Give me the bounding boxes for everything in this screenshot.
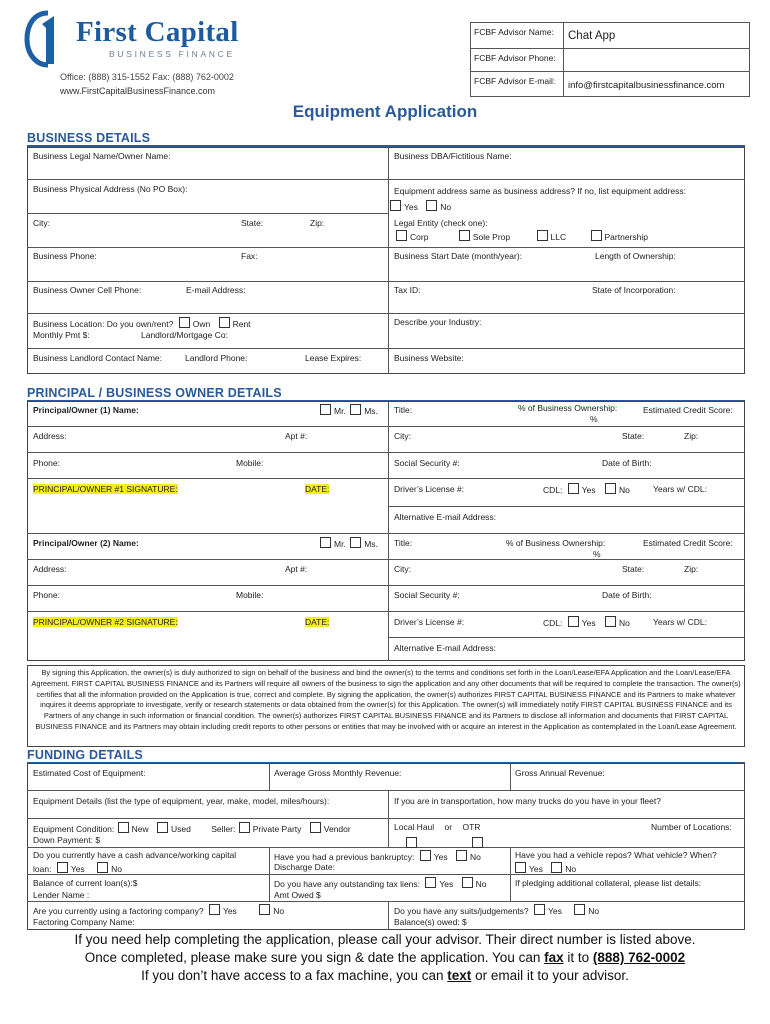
footer-text: or email it to your advisor. bbox=[471, 968, 629, 983]
divider bbox=[27, 874, 745, 875]
divider bbox=[388, 401, 389, 661]
equipment-details-field[interactable]: Equipment Details (list the type of equipment, year, make, model, miles/hours): bbox=[33, 796, 330, 806]
percent-sign: % bbox=[593, 549, 601, 559]
cdl-no-checkbox[interactable] bbox=[605, 616, 616, 627]
private-party-checkbox[interactable] bbox=[239, 822, 250, 833]
label: CDL: bbox=[543, 618, 563, 628]
bankruptcy-yes-checkbox[interactable] bbox=[420, 850, 431, 861]
advisor-box bbox=[470, 22, 750, 97]
advisor-name-field[interactable]: Chat App bbox=[568, 30, 616, 42]
label: Yes bbox=[222, 906, 237, 916]
landlord-co-field[interactable]: Landlord/Mortgage Co: bbox=[141, 330, 228, 340]
owner1-apt-field[interactable]: Apt #: bbox=[285, 431, 308, 441]
label: CDL: bbox=[543, 485, 563, 495]
state-field[interactable]: State: bbox=[241, 218, 264, 228]
lender-name-field[interactable]: Lender Name : bbox=[33, 890, 90, 900]
divider bbox=[388, 506, 745, 507]
label: Yes bbox=[548, 906, 562, 916]
logo-mark-icon bbox=[24, 10, 72, 68]
fleet-size-field[interactable]: If you are in transportation, how many trucks do you have in your fleet? bbox=[394, 796, 661, 806]
owner2-ssn-field[interactable]: Social Security #: bbox=[394, 590, 460, 600]
ms-checkbox[interactable] bbox=[350, 404, 361, 415]
divider bbox=[388, 637, 745, 638]
owner2-cdl-row bbox=[543, 616, 630, 628]
suits-no-checkbox[interactable] bbox=[574, 904, 585, 915]
label: OTR bbox=[462, 822, 481, 832]
divider bbox=[27, 348, 745, 349]
business-phone-field[interactable]: Business Phone: bbox=[33, 251, 97, 261]
logo bbox=[24, 10, 284, 70]
owner1-signature-field[interactable]: PRINCIPAL/OWNER #1 SIGNATURE: bbox=[33, 484, 178, 494]
label: Seller: bbox=[211, 824, 236, 834]
loan-balance-field[interactable]: Balance of current loan(s):$ bbox=[33, 878, 138, 888]
landlord-contact-field[interactable]: Business Landlord Contact Name: bbox=[33, 353, 162, 363]
logo-title: First Capital bbox=[76, 16, 239, 48]
label: Partnership bbox=[604, 232, 648, 242]
divider bbox=[510, 763, 511, 790]
owner2-name-field[interactable]: Principal/Owner (2) Name: bbox=[33, 538, 139, 548]
office-contact: Office: (888) 315-1552 Fax: (888) 762-0002 bbox=[60, 72, 234, 82]
suits-yes-checkbox[interactable] bbox=[534, 904, 545, 915]
label: Own bbox=[192, 319, 211, 329]
owner1-years-cdl-field[interactable]: Years w/ CDL: bbox=[653, 484, 708, 494]
legal-entity-label: Legal Entity (check one): bbox=[394, 218, 488, 228]
equip-no-checkbox[interactable] bbox=[426, 200, 437, 211]
industry-field[interactable]: Describe your Industry: bbox=[394, 317, 482, 327]
footer-line-3 bbox=[0, 968, 770, 983]
logo-subtitle: BUSINESS FINANCE bbox=[109, 49, 235, 59]
label: Yes bbox=[581, 618, 596, 628]
divider bbox=[388, 901, 389, 930]
owner1-cdl-row bbox=[543, 483, 630, 495]
factoring-no-checkbox[interactable] bbox=[259, 904, 270, 915]
business-website-field[interactable]: Business Website: bbox=[394, 353, 464, 363]
divider bbox=[27, 426, 745, 427]
lease-expires-field[interactable]: Lease Expires: bbox=[305, 353, 362, 363]
label: Yes bbox=[529, 864, 543, 874]
divider bbox=[27, 790, 745, 791]
label: Corp bbox=[410, 232, 429, 242]
label: Local Haul bbox=[394, 822, 435, 832]
owner2-signature-field[interactable]: PRINCIPAL/OWNER #2 SIGNATURE: bbox=[33, 617, 178, 627]
label: Do you have any suits/judgements? bbox=[394, 906, 529, 916]
owner1-mobile-field[interactable]: Mobile: bbox=[236, 458, 264, 468]
label: No bbox=[475, 879, 487, 889]
divider bbox=[27, 281, 745, 282]
landlord-phone-field[interactable]: Landlord Phone: bbox=[185, 353, 248, 363]
legal-entity-options bbox=[396, 230, 648, 242]
cdl-yes-checkbox[interactable] bbox=[568, 483, 579, 494]
owner2-city-field[interactable]: City: bbox=[394, 564, 411, 574]
owner1-credit-field[interactable]: Estimated Credit Score: bbox=[643, 405, 733, 415]
advisor-phone-field[interactable] bbox=[564, 49, 749, 71]
label: No bbox=[619, 618, 630, 628]
amt-owed-field[interactable]: Amt Owed $ bbox=[274, 890, 321, 900]
owner1-zip-field[interactable]: Zip: bbox=[684, 431, 699, 441]
owner1-salutation bbox=[320, 404, 378, 416]
owner1-dl-field[interactable]: Driver’s License #: bbox=[394, 484, 465, 494]
zip-field[interactable]: Zip: bbox=[310, 218, 325, 228]
label: Equipment Condition: bbox=[33, 824, 115, 834]
label: Vendor bbox=[323, 824, 351, 834]
owner1-date-field[interactable]: DATE: bbox=[305, 484, 330, 494]
label: Yes bbox=[581, 485, 596, 495]
label: LLC bbox=[550, 232, 567, 242]
vendor-checkbox[interactable] bbox=[310, 822, 321, 833]
partnership-checkbox[interactable] bbox=[591, 230, 602, 241]
divider bbox=[27, 213, 388, 214]
cdl-yes-checkbox[interactable] bbox=[568, 616, 579, 627]
start-date-field[interactable]: Business Start Date (month/year): bbox=[394, 251, 523, 261]
repos-yes-checkbox[interactable] bbox=[515, 862, 526, 873]
owner2-address-field[interactable]: Address: bbox=[33, 564, 67, 574]
footer-text: If you don’t have access to a fax machine, you can bbox=[141, 968, 448, 983]
owner2-alt-email-field[interactable]: Alternative E-mail Address: bbox=[394, 643, 497, 653]
label: Are you currently using a factoring company? bbox=[33, 906, 204, 916]
owner2-dl-field[interactable]: Driver’s License #: bbox=[394, 617, 465, 627]
text-link: text bbox=[447, 968, 472, 983]
label: No bbox=[565, 864, 577, 874]
percent-sign: % bbox=[590, 414, 598, 424]
label: No bbox=[588, 906, 600, 916]
legal-name-field[interactable]: Business Legal Name/Owner Name: bbox=[33, 151, 171, 161]
down-payment-field[interactable]: Down Payment: $ bbox=[33, 835, 101, 845]
suits-row bbox=[394, 904, 599, 916]
owner1-state-field[interactable]: State: bbox=[622, 431, 645, 441]
bankruptcy-no-checkbox[interactable] bbox=[456, 850, 467, 861]
owner2-state-field[interactable]: State: bbox=[622, 564, 645, 574]
corp-checkbox[interactable] bbox=[396, 230, 407, 241]
sole-prop-checkbox[interactable] bbox=[459, 230, 470, 241]
ms-checkbox[interactable] bbox=[350, 537, 361, 548]
divider bbox=[27, 478, 745, 479]
label: Rent bbox=[232, 319, 251, 329]
label: Business Location: Do you own/rent? bbox=[33, 319, 174, 329]
owner2-credit-field[interactable]: Estimated Credit Score: bbox=[643, 538, 733, 548]
label: Do you have any outstanding tax liens: bbox=[274, 879, 421, 889]
owner1-alt-email-field[interactable]: Alternative E-mail Address: bbox=[394, 512, 497, 522]
location-row bbox=[33, 317, 251, 329]
advisor-phone-label: FCBF Advisor Phone: bbox=[471, 49, 564, 71]
owner1-dob-field[interactable]: Date of Birth: bbox=[602, 458, 652, 468]
divider bbox=[27, 611, 745, 612]
local-haul-checkbox[interactable] bbox=[406, 837, 417, 848]
divider bbox=[27, 559, 745, 560]
used-checkbox[interactable] bbox=[157, 822, 168, 833]
advisor-email-label: FCBF Advisor E-mail: bbox=[471, 72, 564, 96]
fax-link: fax bbox=[544, 950, 564, 965]
factoring-row bbox=[33, 904, 284, 916]
divider bbox=[27, 818, 745, 819]
haul-row bbox=[394, 822, 480, 832]
label: loan: bbox=[33, 864, 52, 874]
label: Ms. bbox=[364, 539, 378, 549]
cash-advance-row bbox=[33, 862, 122, 874]
divider bbox=[27, 847, 745, 848]
company-website[interactable]: www.FirstCapitalBusinessFinance.com bbox=[60, 86, 216, 96]
bankruptcy-row bbox=[274, 850, 481, 862]
repos-question: Have you had a vehicle repos? What vehicle? When? bbox=[515, 850, 717, 860]
tax-liens-row bbox=[274, 877, 487, 889]
label: Yes bbox=[70, 864, 85, 874]
advisor-email-field[interactable]: info@firstcapitalbusinessfinance.com bbox=[568, 80, 725, 91]
est-cost-field[interactable]: Estimated Cost of Equipment: bbox=[33, 768, 146, 778]
label: No bbox=[469, 852, 481, 862]
fax-number: (888) 762-0002 bbox=[592, 950, 686, 965]
avg-revenue-field[interactable]: Average Gross Monthly Revenue: bbox=[274, 768, 402, 778]
label: No bbox=[273, 906, 285, 916]
owner1-phone-field[interactable]: Phone: bbox=[33, 458, 60, 468]
owner1-title-field[interactable]: Title: bbox=[394, 405, 413, 415]
fax-field[interactable]: Fax: bbox=[241, 251, 258, 261]
mr-checkbox[interactable] bbox=[320, 404, 331, 415]
divider bbox=[388, 790, 389, 818]
email-field[interactable]: E-mail Address: bbox=[186, 285, 246, 295]
label: No bbox=[440, 202, 452, 212]
divider bbox=[269, 763, 270, 790]
label: New bbox=[131, 824, 149, 834]
label: Yes bbox=[404, 202, 418, 212]
label: Mr. bbox=[334, 406, 346, 416]
owner2-salutation bbox=[320, 537, 378, 549]
city-field[interactable]: City: bbox=[33, 218, 50, 228]
tax-id-field[interactable]: Tax ID: bbox=[394, 285, 421, 295]
dba-field[interactable]: Business DBA/Fictitious Name: bbox=[394, 151, 512, 161]
mr-checkbox[interactable] bbox=[320, 537, 331, 548]
label: Yes bbox=[433, 852, 448, 862]
rent-checkbox[interactable] bbox=[219, 317, 230, 328]
factoring-name-field[interactable]: Factoring Company Name: bbox=[33, 917, 135, 927]
footer-line-1: If you need help completing the application, please call your advisor. Their direct number is listed above. bbox=[74, 932, 696, 947]
owner2-ownership-field[interactable]: % of Business Ownership: bbox=[506, 538, 606, 548]
new-checkbox[interactable] bbox=[118, 822, 129, 833]
own-checkbox[interactable] bbox=[179, 317, 190, 328]
equipment-address-question: Equipment address same as business address? If no, list equipment address: bbox=[394, 186, 686, 196]
collateral-field[interactable]: If pledging additional collateral, please list details: bbox=[515, 878, 702, 888]
footer-line-2 bbox=[0, 950, 770, 965]
divider bbox=[27, 533, 745, 534]
divider bbox=[27, 247, 745, 248]
label: or bbox=[444, 822, 453, 832]
divider bbox=[388, 147, 389, 374]
owner2-phone-field[interactable]: Phone: bbox=[33, 590, 60, 600]
cash-advance-no-checkbox[interactable] bbox=[97, 862, 108, 873]
monthly-pmt-field[interactable]: Monthly Pmt $: bbox=[33, 330, 90, 340]
owner2-zip-field[interactable]: Zip: bbox=[684, 564, 699, 574]
owner1-address-field[interactable]: Address: bbox=[33, 431, 67, 441]
owner2-apt-field[interactable]: Apt #: bbox=[285, 564, 308, 574]
divider bbox=[27, 452, 745, 453]
balances-owed-field[interactable]: Balance(s) owed: $ bbox=[394, 917, 467, 927]
physical-address-field[interactable]: Business Physical Address (No PO Box): bbox=[33, 184, 188, 194]
cash-advance-yes-checkbox[interactable] bbox=[57, 862, 68, 873]
owner2-title-field[interactable]: Title: bbox=[394, 538, 413, 548]
label: Mr. bbox=[334, 539, 346, 549]
owner1-ssn-field[interactable]: Social Security #: bbox=[394, 458, 460, 468]
divider bbox=[27, 585, 745, 586]
business-details-heading: BUSINESS DETAILS bbox=[27, 131, 151, 145]
gross-revenue-field[interactable]: Gross Annual Revenue: bbox=[515, 768, 605, 778]
repos-no-checkbox[interactable] bbox=[551, 862, 562, 873]
label: Used bbox=[171, 824, 191, 834]
legal-disclaimer: By signing this Application, the owner(s) is duly authorized to sign on behalf of the business and bind the owner(s) to the terms and conditions set forth in the Loan/Lease/EFA Application and the Loan/Lease/EFA Agreement. FIRST CAPITAL BUSINESS FINANCE and its Partners will require all owners of the business to sign the application and any other documents that will be required to complete the transaction. The owner(s) certifies that all the information provided on the Application is true, correct and complete. By signing the application, the owner(s) authorizes FIRST CAPITAL BUSINESS FINANCE and its Partners to make whatever inquires it deems appropriate to investigate, verify or research statements or data obtained from the owner(s) for this Application. The owner(s) will immediately notify FIRST CAPITAL BUSINESS FINANCE and its Partners of any change in such information or financial condition. The owner(s) authorizes FIRST CAPITAL BUSINESS FINANCE and its Partners to disclose all information and documents that FIRST CAPITAL BUSINESS FINANCE and its Partners may obtain including credit reports to other persons or entities that may be involved with or acquire an interest in the Application as contemplated in the Loan/Lease Agreement. bbox=[31, 668, 741, 731]
advisor-name-label: FCBF Advisor Name: bbox=[471, 23, 564, 48]
footer-text: it to bbox=[563, 950, 593, 965]
equip-yes-checkbox[interactable] bbox=[390, 200, 401, 211]
label: Sole Prop bbox=[472, 232, 511, 242]
label: No bbox=[619, 485, 630, 495]
label: Private Party bbox=[252, 824, 302, 834]
tax-liens-no-checkbox[interactable] bbox=[462, 877, 473, 888]
label: Yes bbox=[439, 879, 454, 889]
owner1-city-field[interactable]: City: bbox=[394, 431, 411, 441]
cdl-no-checkbox[interactable] bbox=[605, 483, 616, 494]
divider bbox=[27, 313, 745, 314]
footer-text: Once completed, please make sure you sign & date the application. You can bbox=[84, 950, 545, 965]
condition-row bbox=[33, 822, 351, 834]
divider bbox=[27, 179, 745, 180]
divider bbox=[388, 818, 389, 847]
equip-address-options bbox=[390, 200, 451, 212]
num-locations-field[interactable]: Number of Locations: bbox=[651, 822, 732, 832]
owner2-mobile-field[interactable]: Mobile: bbox=[236, 590, 264, 600]
label: Have you had a previous bankruptcy: bbox=[274, 852, 415, 862]
factoring-yes-checkbox[interactable] bbox=[209, 904, 220, 915]
owner1-name-field[interactable]: Principal/Owner (1) Name: bbox=[33, 405, 139, 415]
tax-liens-yes-checkbox[interactable] bbox=[425, 877, 436, 888]
label: Ms. bbox=[364, 406, 378, 416]
funding-heading: FUNDING DETAILS bbox=[27, 748, 143, 762]
discharge-date-field[interactable]: Discharge Date: bbox=[274, 862, 335, 872]
llc-checkbox[interactable] bbox=[537, 230, 548, 241]
repos-row bbox=[515, 862, 576, 874]
otr-checkbox[interactable] bbox=[472, 837, 483, 848]
state-inc-field[interactable]: State of Incorporation: bbox=[592, 285, 676, 295]
principal-heading: PRINCIPAL / BUSINESS OWNER DETAILS bbox=[27, 386, 282, 400]
cash-advance-question: Do you currently have a cash advance/working capital bbox=[33, 850, 237, 860]
owner2-dob-field[interactable]: Date of Birth: bbox=[602, 590, 652, 600]
owner2-years-cdl-field[interactable]: Years w/ CDL: bbox=[653, 617, 708, 627]
form-title: Equipment Application bbox=[292, 102, 478, 121]
divider bbox=[27, 901, 745, 902]
length-ownership-field[interactable]: Length of Ownership: bbox=[595, 251, 676, 261]
owner1-ownership-field[interactable]: % of Business Ownership: bbox=[518, 403, 618, 413]
owner-cell-field[interactable]: Business Owner Cell Phone: bbox=[33, 285, 142, 295]
label: No bbox=[111, 864, 122, 874]
owner2-date-field[interactable]: DATE: bbox=[305, 617, 330, 627]
